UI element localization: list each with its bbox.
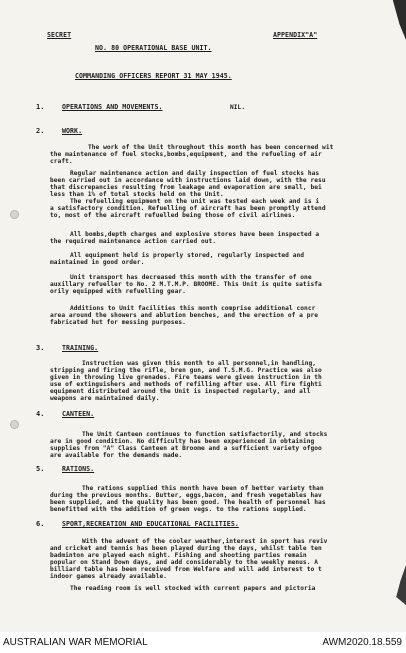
footer-accession-number: AWM2020.18.559 <box>322 637 402 648</box>
work-line: Unit transport has decreased this month with the transfer of one <box>70 274 312 281</box>
work-line: less than 1% of total stocks held on the Unit. <box>50 191 224 198</box>
work-line: orily equipped with refuelling gear. <box>50 288 186 295</box>
training-line: Instruction was given this month to all personnel,in handling, <box>82 360 317 367</box>
section-5-number: 5. <box>36 465 45 473</box>
rations-line: during the previous months. Butter, eggs,bacon, and fresh vegetables hav <box>50 492 322 499</box>
rations-line: benefitted with the addition of green vegs. to the rations supplied. <box>50 506 307 513</box>
work-line: The work of the Unit throughout this month has been concerned wit <box>88 144 334 151</box>
section-2-number: 2. <box>36 127 45 135</box>
work-line: maintained in good order. <box>50 259 145 266</box>
section-6-number: 6. <box>36 520 45 528</box>
work-line: fabricated hut for messing purposes. <box>50 319 186 326</box>
canteen-line: are available for the demands made. <box>50 452 183 459</box>
work-line: auxillary refueller to No. 2 M.T.M.P. BROOME. This Unit is quite satisfa <box>50 281 322 288</box>
work-line: Additions to Unit facilities this month comprise additional concr <box>70 305 316 312</box>
section-4-heading: CANTEEN. <box>62 410 95 418</box>
classification-label: SECRET <box>47 31 72 39</box>
work-line: Regular maintenance action and daily inspection of fuel stocks has <box>70 170 320 177</box>
training-line: equipment distributed around the Unit is inspected regularly, and all <box>50 388 311 395</box>
work-line: area around the showers and ablution benches, and the erection of a pre <box>50 312 319 319</box>
section-1-heading: OPERATIONS AND MOVEMENTS. <box>62 103 163 111</box>
sport-line: The reading room is well stocked with current papers and pictoria <box>70 585 316 592</box>
punch-hole-bottom <box>10 420 19 429</box>
section-1-text: NIL. <box>230 104 246 111</box>
sport-line: With the advent of the cooler weather,interest in sport has reviv <box>82 538 328 545</box>
section-2-heading: WORK. <box>62 127 83 135</box>
footer-institution: AUSTRALIAN WAR MEMORIAL <box>3 637 148 648</box>
punch-hole-top <box>10 210 19 219</box>
rations-line: The rations supplied this month have been of better variety than <box>82 485 324 492</box>
training-line: use of extinguishers and methods of refilling after use. All fire fighti <box>50 381 322 388</box>
work-line: to, most of the aircraft refuelled being those of civil airlines. <box>50 212 296 219</box>
unit-title: NO. 80 OPERATIONAL BASE UNIT. <box>95 44 212 52</box>
torn-corner <box>384 0 406 40</box>
section-5-heading: RATIONS. <box>62 465 95 473</box>
sport-line: indoor games already available. <box>50 573 168 580</box>
work-line: the required maintenance action carried out. <box>50 238 217 245</box>
canteen-line: are in good condition. No difficulty has been experienced in obtaining <box>50 438 315 445</box>
canteen-line: supplies from "A" Class Canteen at Broome and a sufficient variety ofgoo <box>50 445 322 452</box>
sport-line: popular on Stand Down days, and add considerably to the weekly menus. A <box>50 559 319 566</box>
work-line: a satisfactory condition. Refuelling of aircraft has been promptly attend <box>50 205 326 212</box>
work-line: craft. <box>50 158 73 165</box>
work-line: the maintenance of fuel stocks,bombs,equipment, and the refueling of air <box>50 151 322 158</box>
section-4-number: 4. <box>36 410 45 418</box>
work-line: that discrepancies resulting from leakage and evaporation are small, bei <box>50 184 322 191</box>
work-line: been carried out in accordance with instructions laid down, with the resu <box>50 177 326 184</box>
work-line: The refuelling equipment on the unit was tested each week and is i <box>70 198 320 205</box>
page-edge-shadow <box>392 565 406 605</box>
section-1-number: 1. <box>36 103 45 111</box>
section-3-heading: TRAINING. <box>62 344 99 352</box>
sport-line: and cricket and tennis has been played during the days, whilst table ten <box>50 545 322 552</box>
training-line: stripping and firing the rifle, bren gun, and T.S.M.G. Practice was also <box>50 367 322 374</box>
work-line: All bombs,depth charges and explosive stores have been inspected a <box>70 231 320 238</box>
work-line: All equipment held is properly stored, regularly inspected and <box>70 252 305 259</box>
report-title: COMMANDING OFFICERS REPORT 31 MAY 1945. <box>75 72 232 80</box>
sport-line: billiard table has been received from Welfare and will add interest to t <box>50 566 322 573</box>
sport-line: badminton are played each night. Fishing and shooting parties remain <box>50 552 307 559</box>
section-3-number: 3. <box>36 344 45 352</box>
section-6-heading: SPORT,RECREATION AND EDUCATIONAL FACILITIES. <box>62 520 239 528</box>
appendix-label: APPENDIX"A" <box>273 31 318 39</box>
canteen-line: The Unit Canteen continues to function satisfactorily, and stocks <box>82 431 328 438</box>
training-line: given in throwing live grenades. Fire teams were given instruction in th <box>50 374 322 381</box>
archive-footer <box>0 632 406 653</box>
training-line: weapons are maintained daily. <box>50 395 160 402</box>
rations-line: been supplied, and the quality has been good. The health of personnel has <box>50 499 326 506</box>
